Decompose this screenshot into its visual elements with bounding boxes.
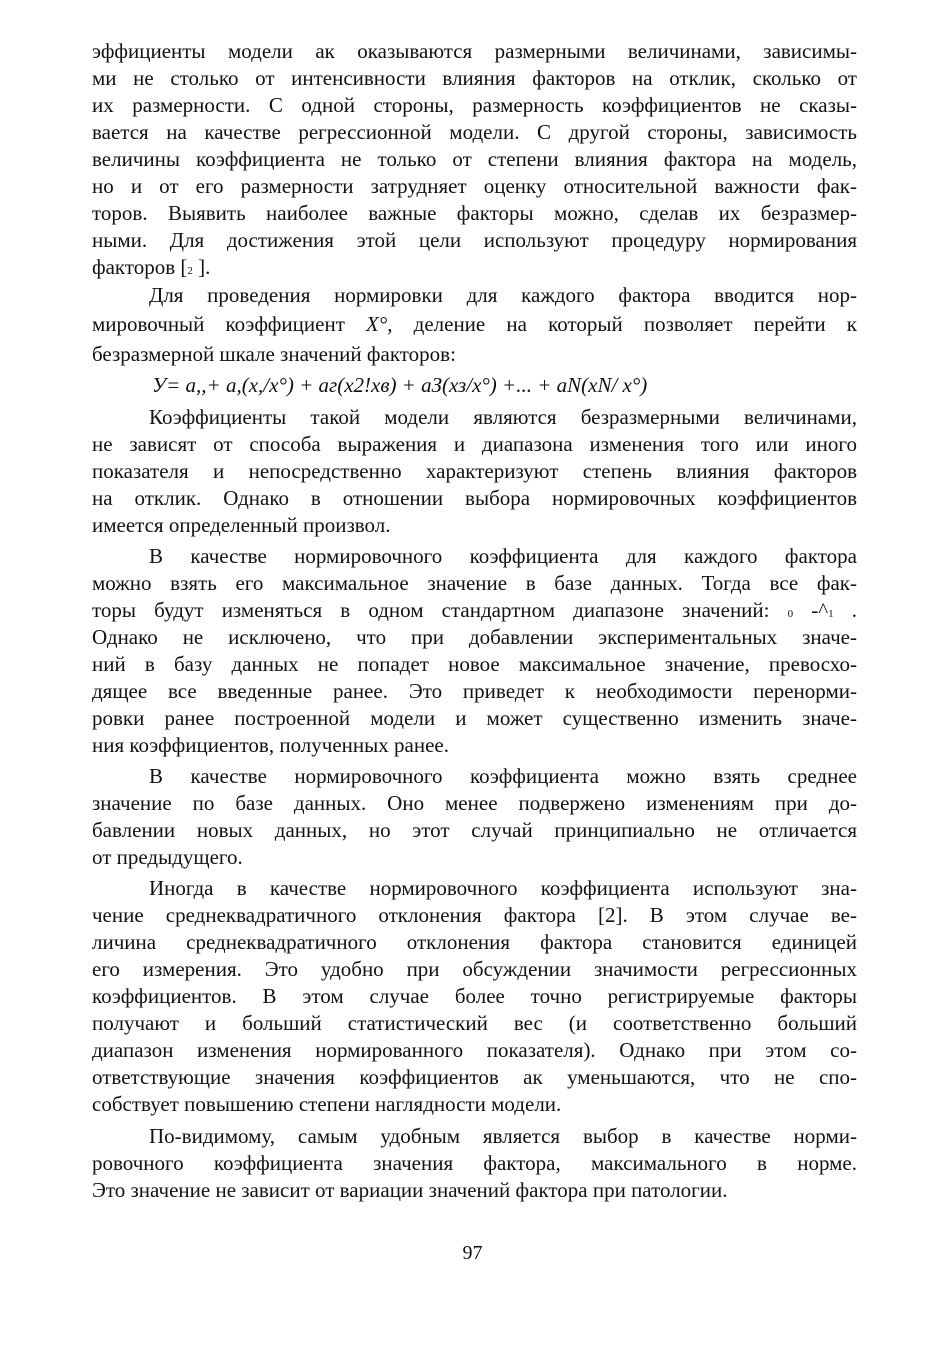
text-line-range — [92, 596, 857, 624]
text-line: ровки ранее построенной модели и может существенно изменить значе- — [92, 706, 857, 730]
text-fragment: ]. — [192, 255, 211, 279]
text-line: Коэффициенты такой модели являются безразмерными величинами, — [149, 405, 857, 429]
text-fragment: мировочный коэффициент — [92, 312, 367, 336]
text-line-coefficient — [92, 310, 857, 338]
text-line: В качестве нормировочного коэффициента для каждого фактора — [149, 544, 857, 568]
text-line: на отклик. Однако в отношении выбора нормировочных коэффициентов — [92, 486, 857, 510]
text-line: не зависят от способа выражения и диапазона изменения того или иного — [92, 432, 857, 456]
text-line: ния коэффициентов, полученных ранее. — [92, 733, 449, 757]
range-low: 0 — [787, 608, 794, 620]
text-line: ответствующие значения коэффициентов ак уменьшаются, что не спо- — [92, 1065, 857, 1089]
text-line: вается на качестве регрессионной модели. С другой стороны, зависимость — [92, 120, 857, 144]
text-line: Однако не исключено, что при добавлении экспериментальных значе- — [92, 625, 857, 649]
text-line: ми не столько от интенсивности влияния факторов на отклик, сколько от — [92, 66, 857, 90]
text-line: диапазон изменения нормированного показателя). Однако при этом со- — [92, 1038, 857, 1062]
text-line: ровочного коэффициента значения фактора, максимального в норме. — [92, 1151, 857, 1175]
text-line: дящее все введенные ранее. Это приведет к необходимости перенорми- — [92, 679, 857, 703]
text-line: коэффициентов. В этом случае более точно регистрируемые факторы — [92, 984, 857, 1008]
text-fragment: торы будут изменяться в одном стандартном диапазоне значений: — [92, 598, 788, 622]
text-line: личина среднеквадратичного отклонения фактора становится единицей — [92, 930, 857, 954]
range-high: 1 — [828, 608, 834, 620]
text-line: значение по базе данных. Оно менее подвержено изменениям при до- — [92, 791, 857, 815]
page-number: 97 — [462, 1242, 483, 1264]
text-line: безразмерной шкале значений факторов: — [92, 342, 456, 366]
text-line: но и от его размерности затрудняет оценку относительной важности фак- — [92, 174, 857, 198]
regression-formula: У= а,,+ а,(х,/х°) + аг(х2!хв) + аЗ(хз/х°) +... + аN(хN/ х°) — [152, 373, 648, 397]
text-line: По-видимому, самым удобным является выбор в качестве норми- — [149, 1124, 857, 1148]
text-line: чение среднеквадратичного отклонения фактора [2]. В этом случае ве- — [92, 903, 857, 927]
text-line: Иногда в качестве нормировочного коэффициента используют зна- — [149, 876, 857, 900]
text-line: показателя и непосредственно характеризуют степень влияния факторов — [92, 459, 857, 483]
text-fragment: факторов [ — [92, 255, 188, 279]
text-line: бавлении новых данных, но этот случай принципиально не отличается — [92, 818, 857, 842]
text-line: можно взять его максимальное значение в базе данных. Тогда все фак- — [92, 571, 857, 595]
text-line: эффициенты модели ак оказываются размерными величинами, зависимы- — [92, 39, 857, 63]
text-line: ний в базу данных не попадет новое максимальное значение, превосхо- — [92, 652, 857, 676]
math-symbol: X° — [366, 312, 388, 336]
range-separator: -^ — [793, 598, 829, 622]
text-line: торов. Выявить наиболее важные факторы можно, сделав их безразмер- — [92, 201, 857, 225]
text-fragment: . — [833, 598, 857, 622]
text-line: его измерения. Это удобно при обсуждении значимости регрессионных — [92, 957, 857, 981]
citation-number: 2 — [187, 265, 193, 277]
text-line: собствует повышению степени наглядности модели. — [92, 1092, 562, 1116]
text-line: их размерности. С одной стороны, размерность коэффициентов не сказы- — [92, 93, 857, 117]
text-line: получают и больший статистический вес (и соответственно больший — [92, 1011, 857, 1035]
text-line: величины коэффициента не только от степени влияния фактора на модель, — [92, 147, 857, 171]
text-line: ными. Для достижения этой цели используют процедуру нормирования — [92, 228, 857, 252]
text-line: имеется определенный произвол. — [92, 513, 391, 537]
text-line: от предыдущего. — [92, 845, 243, 869]
text-line: Для проведения нормировки для каждого фактора вводится нор- — [149, 283, 857, 307]
text-fragment: , деление на который позволяет перейти к — [387, 312, 858, 336]
text-line: Это значение не зависит от вариации значений фактора при патологии. — [92, 1178, 728, 1202]
text-line-reference — [92, 253, 857, 281]
text-line: В качестве нормировочного коэффициента можно взять среднее — [149, 764, 857, 788]
